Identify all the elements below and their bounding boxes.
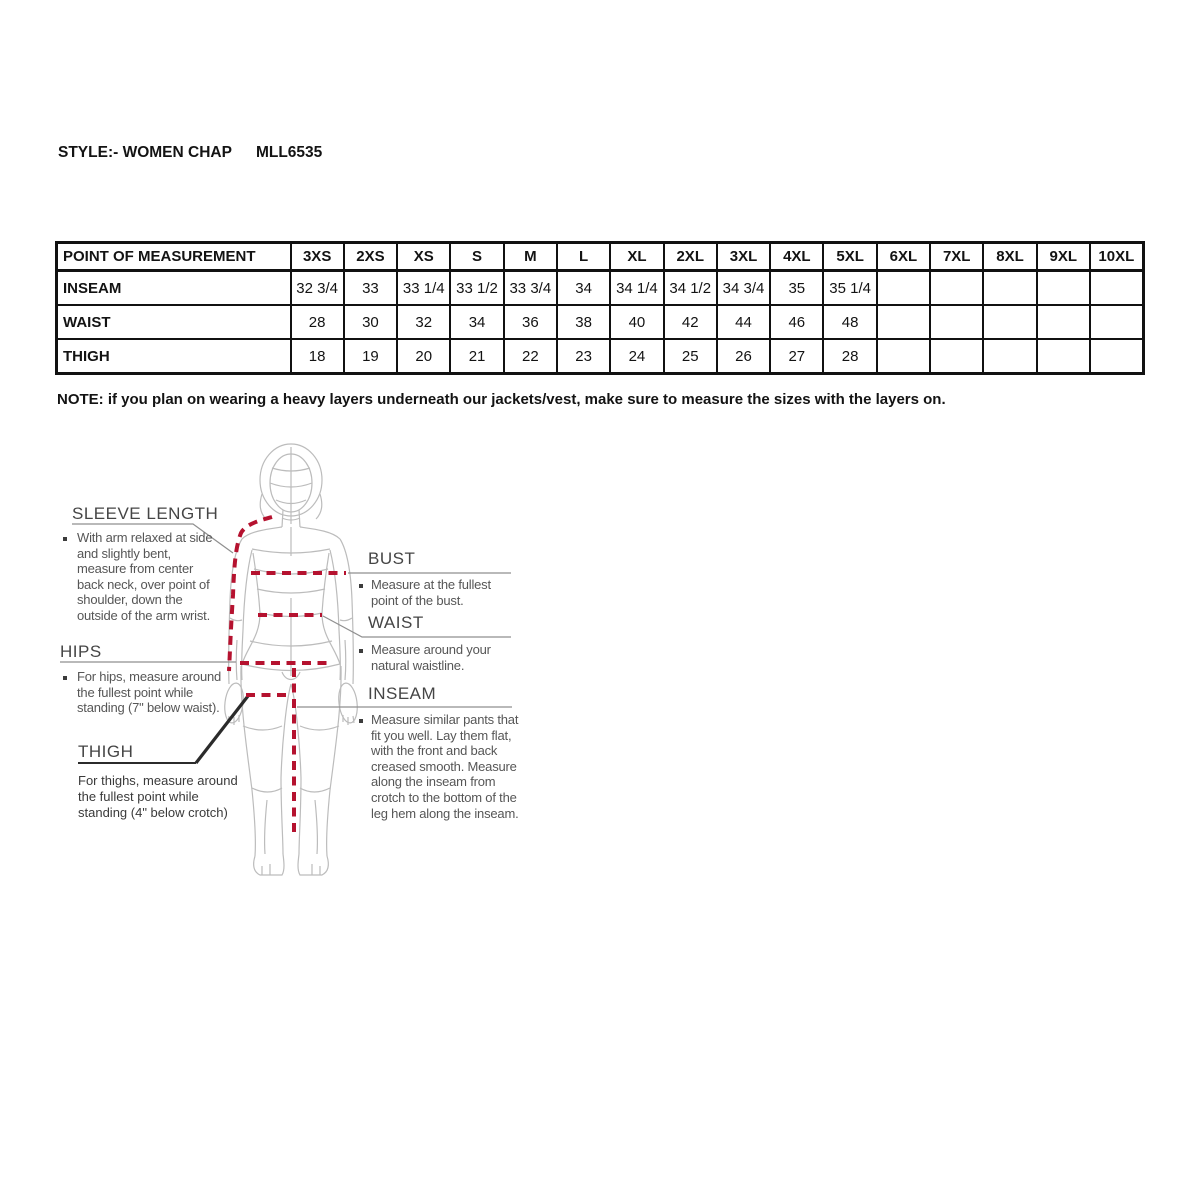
measurement-cell: 32 3/4 bbox=[291, 271, 344, 306]
measurement-cell: 21 bbox=[450, 339, 503, 374]
measurement-cell bbox=[1090, 271, 1143, 306]
measurement-cell: 28 bbox=[823, 339, 876, 374]
sleeve-measure-line bbox=[229, 517, 272, 671]
size-table-body bbox=[57, 271, 1144, 374]
measurement-cell bbox=[983, 271, 1036, 306]
measurement-cell: 18 bbox=[291, 339, 344, 374]
col-header-10xl: 10XL bbox=[1090, 243, 1143, 271]
hips-heading: HIPS bbox=[60, 642, 102, 661]
measurement-cell bbox=[983, 305, 1036, 339]
measurement-cell bbox=[1090, 339, 1143, 374]
waist-heading: WAIST bbox=[368, 613, 424, 632]
measurement-cell: 27 bbox=[770, 339, 823, 374]
note-text: NOTE: if you plan on wearing a heavy layers underneath our jackets/vest, make sure to measure the sizes with the layers on. bbox=[57, 391, 946, 408]
size-table bbox=[55, 241, 1143, 375]
measurement-cell: 33 bbox=[344, 271, 397, 306]
measurement-table bbox=[55, 241, 1145, 375]
measurement-cell bbox=[1090, 305, 1143, 339]
measurement-cell: 32 bbox=[397, 305, 450, 339]
col-header-m: M bbox=[504, 243, 557, 271]
col-header-3xs: 3XS bbox=[291, 243, 344, 271]
measurement-cell: 20 bbox=[397, 339, 450, 374]
bust-text: Measure at the fullest point of the bust. bbox=[371, 577, 491, 608]
page-title bbox=[58, 144, 322, 162]
col-header-9xl: 9XL bbox=[1037, 243, 1090, 271]
measurement-cell: 23 bbox=[557, 339, 610, 374]
measurement-cell: 34 3/4 bbox=[717, 271, 770, 306]
measurement-cell bbox=[877, 271, 930, 306]
measurement-cell: 33 3/4 bbox=[504, 271, 557, 306]
measurement-cell bbox=[877, 305, 930, 339]
hips-text: For hips, measure around the fullest point while standing (7" below waist). bbox=[77, 669, 222, 716]
measurement-cell: 34 bbox=[557, 271, 610, 306]
measurement-cell: 25 bbox=[664, 339, 717, 374]
col-header-xl: XL bbox=[610, 243, 663, 271]
row-label: INSEAM bbox=[57, 271, 291, 306]
measurement-cell: 28 bbox=[291, 305, 344, 339]
measurement-cell bbox=[1037, 305, 1090, 339]
col-header-8xl: 8XL bbox=[983, 243, 1036, 271]
measurement-cell: 44 bbox=[717, 305, 770, 339]
inseam-heading: INSEAM bbox=[368, 684, 437, 703]
measurement-cell: 34 bbox=[450, 305, 503, 339]
row-label: THIGH bbox=[57, 339, 291, 374]
style-name: STYLE:- WOMEN CHAP bbox=[58, 144, 232, 161]
measurement-cell bbox=[983, 339, 1036, 374]
measurement-cell: 30 bbox=[344, 305, 397, 339]
thigh-heading: THIGH bbox=[78, 742, 134, 761]
table-row-inseam bbox=[57, 271, 1144, 306]
measurement-cell: 26 bbox=[717, 339, 770, 374]
col-header-2xl: 2XL bbox=[664, 243, 717, 271]
col-header-5xl: 5XL bbox=[823, 243, 876, 271]
measurement-cell: 48 bbox=[823, 305, 876, 339]
measurement-cell: 42 bbox=[664, 305, 717, 339]
table-row-waist bbox=[57, 305, 1144, 339]
table-row-thigh bbox=[57, 339, 1144, 374]
measurement-cell bbox=[930, 271, 983, 306]
measurement-cell bbox=[1037, 339, 1090, 374]
measurement-cell: 38 bbox=[557, 305, 610, 339]
inseam-text: Measure similar pants that fit you well. Lay them flat, with the front and back creased smooth. Measure along the inseam from crotch to the bottom of the leg hem along the inseam. bbox=[371, 712, 519, 821]
measurement-cell: 19 bbox=[344, 339, 397, 374]
measurement-cell: 34 1/4 bbox=[610, 271, 663, 306]
measurement-cell: 35 1/4 bbox=[823, 271, 876, 306]
col-header-3xl: 3XL bbox=[717, 243, 770, 271]
col-header-xs: XS bbox=[397, 243, 450, 271]
col-header-l: L bbox=[557, 243, 610, 271]
measurement-cell: 46 bbox=[770, 305, 823, 339]
measurement-cell: 34 1/2 bbox=[664, 271, 717, 306]
hips-bullet bbox=[63, 676, 67, 680]
measurement-cell bbox=[930, 305, 983, 339]
col-header-7xl: 7XL bbox=[930, 243, 983, 271]
measurement-cell: 35 bbox=[770, 271, 823, 306]
style-code: MLL6535 bbox=[255, 144, 323, 161]
measurement-cell: 40 bbox=[610, 305, 663, 339]
bust-bullet bbox=[359, 584, 363, 588]
bust-heading: BUST bbox=[368, 549, 416, 568]
sleeve-length-bullet bbox=[63, 537, 67, 541]
measurement-cell: 33 1/2 bbox=[450, 271, 503, 306]
measurement-cell bbox=[1037, 271, 1090, 306]
sleeve-length-heading: SLEEVE LENGTH bbox=[72, 504, 219, 523]
col-header-2xs: 2XS bbox=[344, 243, 397, 271]
row-label: WAIST bbox=[57, 305, 291, 339]
waist-text: Measure around your natural waistline. bbox=[371, 642, 491, 673]
col-header-point-of-measurement: POINT OF MEASUREMENT bbox=[57, 243, 291, 271]
measurement-cell: 24 bbox=[610, 339, 663, 374]
measurement-cell: 22 bbox=[504, 339, 557, 374]
waist-bullet bbox=[359, 649, 363, 653]
inseam-bullet bbox=[359, 719, 363, 723]
measurement-diagram bbox=[0, 430, 560, 900]
size-table-header-row bbox=[57, 243, 1144, 271]
measurement-cell: 33 1/4 bbox=[397, 271, 450, 306]
measurement-cell: 36 bbox=[504, 305, 557, 339]
col-header-4xl: 4XL bbox=[770, 243, 823, 271]
thigh-text: For thighs, measure around the fullest point while standing (4" below crotch) bbox=[78, 773, 238, 820]
col-header-s: S bbox=[450, 243, 503, 271]
measurement-cell bbox=[930, 339, 983, 374]
sleeve-length-text: With arm relaxed at side and slightly bent, measure from center back neck, over point of shoulder, down the outside of the arm wrist. bbox=[77, 530, 213, 623]
col-header-6xl: 6XL bbox=[877, 243, 930, 271]
measurement-cell bbox=[877, 339, 930, 374]
